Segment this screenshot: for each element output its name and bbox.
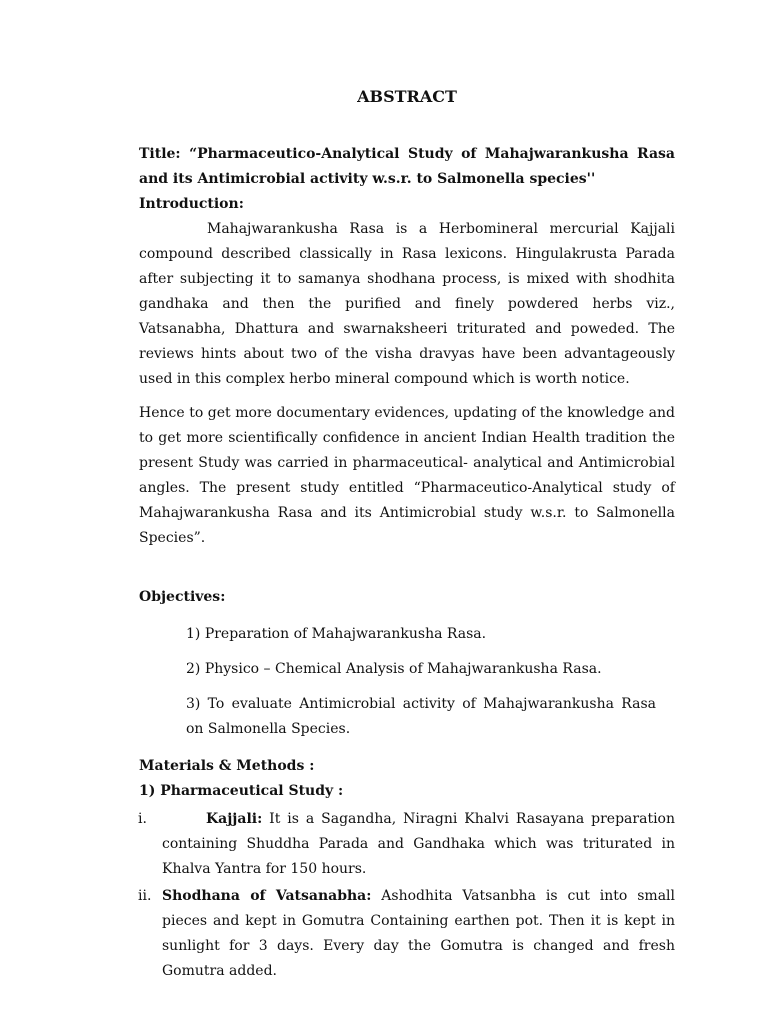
objective-item-1: 1) Preparation of Mahajwarankusha Rasa.: [186, 626, 487, 642]
method-item-term: Kajjali:: [206, 811, 263, 827]
objective-item-2: 2) Physico – Chemical Analysis of Mahajwarankusha Rasa.: [186, 661, 602, 677]
introduction-paragraph-2: Hence to get more documentary evidences, updating of the knowledge and to get more scientifically confidence in ancient Indian Health tradition the present Study was carried in pharmaceutical- analytical and Antimicrobial angles. The present study entitled “Pharmaceutico-Analytical study of Mahajwarankusha Rasa and its Antimicrobial study w.s.r. to Salmonella Species”.: [139, 405, 675, 546]
page-content: [139, 86, 675, 986]
method-item-text: It is a Sagandha, Niragni Khalvi Rasayana preparation containing Shuddha Parada and Gandhaka which was triturated in Khalva Yantra for 150 hours.: [162, 811, 675, 877]
method-item-number: ii.: [138, 888, 152, 904]
introduction-paragraph-1: Mahajwarankusha Rasa is a Herbomineral mercurial Kajjali compound described classically in Rasa lexicons. Hingulakrusta Parada after subjecting it to samanya shodhana process, is mixed with shodhita gandhaka and then the purified and finely powdered herbs viz., Vatsanabha, Dhattura and swarnaksheeri triturated and poweded. The reviews hints about two of the visha dravyas have been advantageously used in this complex herbo mineral compound which is worth notice.: [139, 221, 675, 387]
introduction-heading: Introduction:: [139, 196, 244, 212]
method-item-vatsanabha: [139, 884, 675, 984]
title-label: Title:: [139, 146, 181, 162]
objectives-heading: Objectives:: [139, 589, 226, 605]
method-item-kajjali: [139, 807, 675, 882]
method-item-number: i.: [138, 811, 147, 827]
materials-methods-heading: Materials & Methods :: [139, 758, 315, 774]
title-paragraph: [139, 142, 675, 192]
method-item-term: Shodhana of Vatsanabha:: [162, 888, 372, 904]
pharmaceutical-study-heading: 1) Pharmaceutical Study :: [139, 783, 344, 799]
method-item-text: Ashodhita Vatsanbha is cut into small pieces and kept in Gomutra Containing earthen pot. Then it is kept in sunlight for 3 days. Every day the Gomutra is changed and fresh Gomutra added.: [162, 888, 675, 979]
abstract-heading: ABSTRACT: [357, 87, 457, 106]
title-text: “Pharmaceutico-Analytical Study of Mahajwarankusha Rasa and its Antimicrobial activity w.s.r. to Salmonella species'': [139, 146, 675, 187]
objective-item-3: 3) To evaluate Antimicrobial activity of Mahajwarankusha Rasa on Salmonella Species.: [186, 696, 656, 737]
